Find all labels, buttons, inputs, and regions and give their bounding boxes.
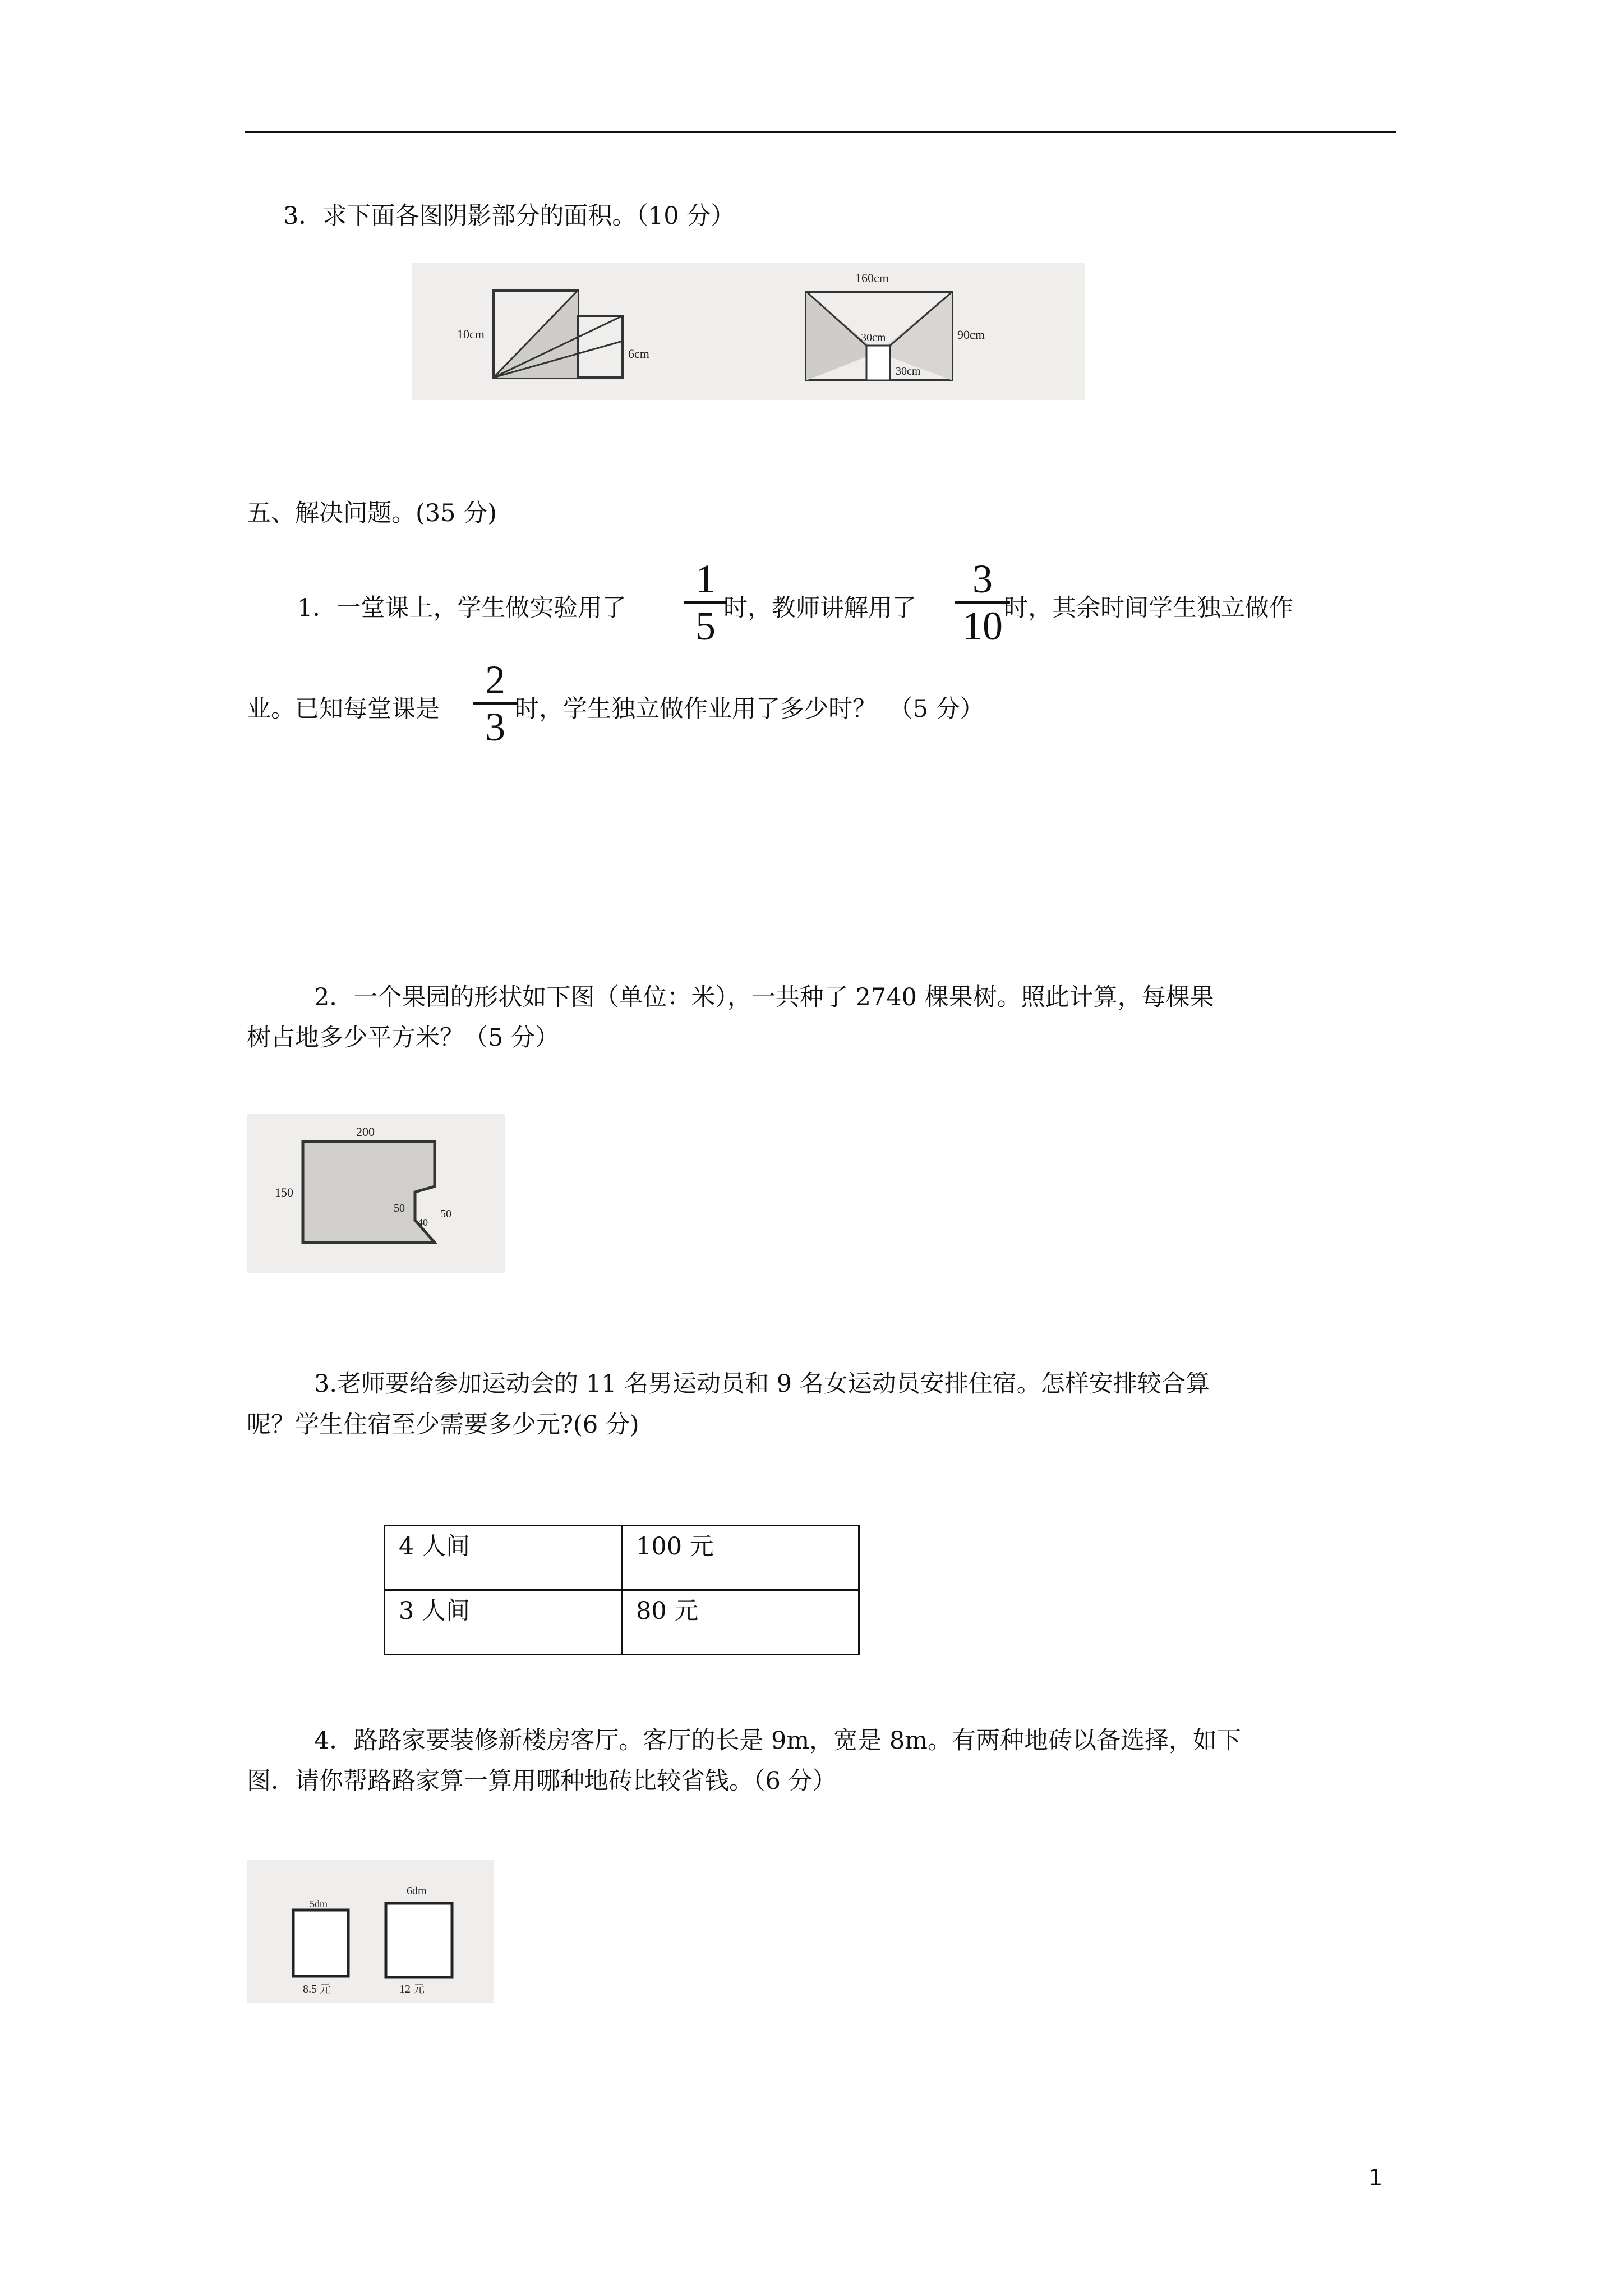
section-5-title: 五、解决问题。(35 分) <box>247 499 497 527</box>
tile-1-square <box>293 1910 348 1976</box>
orchard-left-label: 150 <box>275 1185 293 1199</box>
tile-2-price-label: 12 元 <box>399 1983 425 1995</box>
fig2-inner-square <box>866 346 890 380</box>
tile-1-price-label: 8.5 元 <box>303 1983 331 1995</box>
tile-1-size-label: 5dm <box>310 1898 328 1910</box>
room-price-cell: 80 元 <box>622 1590 859 1655</box>
room-price-table <box>384 1525 860 1655</box>
fig2-right-label: 90cm <box>957 328 985 342</box>
orchard-top-label: 200 <box>356 1125 375 1139</box>
fraction-numerator: 3 <box>972 556 993 601</box>
question-3-heading: 3．求下面各图阴影部分的面积。（10 分） <box>283 202 735 230</box>
p1-part-c: 时，其余时间学生独立做作 <box>1004 594 1293 622</box>
fig1-right-label: 6cm <box>628 347 649 361</box>
tile-2-size-label: 6dm <box>407 1885 427 1897</box>
page-number: 1 <box>1368 2165 1383 2191</box>
p2-line-2: 树占地多少平方米？（5 分） <box>247 1024 560 1052</box>
fig2-top-label: 160cm <box>855 271 889 285</box>
room-type-cell: 4 人间 <box>385 1526 622 1590</box>
orchard-diagram <box>247 1114 505 1273</box>
fig1-left-label: 10cm <box>457 327 485 341</box>
p1-part-a: 1．一堂课上，学生做实验用了 <box>297 594 626 622</box>
p3-line-1: 3.老师要给参加运动会的 11 名男运动员和 9 名女运动员安排住宿。怎样安排较合算 <box>314 1370 1210 1398</box>
tiles-diagram <box>247 1860 494 2003</box>
orchard-figure <box>247 1114 505 1273</box>
tiles-figure <box>247 1860 494 2003</box>
p1-part-b: 时，教师讲解用了 <box>723 594 916 622</box>
fraction-numerator: 2 <box>485 657 505 702</box>
orchard-notch-right-label: 50 <box>440 1208 451 1220</box>
p4-line-2: 图．请你帮路路家算一算用哪种地砖比较省钱。（6 分） <box>247 1767 837 1795</box>
room-price-cell: 100 元 <box>622 1526 859 1590</box>
fraction-denominator: 5 <box>695 604 716 648</box>
shaded-area-figures <box>412 263 1085 400</box>
p4-line-1: 4．路路家要装修新楼房客厅。客厅的长是 9m，宽是 8m。有两种地砖以备选择，如下 <box>314 1727 1241 1755</box>
orchard-shape <box>303 1142 435 1243</box>
orchard-notch-left-label: 50 <box>394 1202 405 1214</box>
orchard-notch-mid-label: 40 <box>418 1217 428 1228</box>
table-row <box>385 1526 859 1590</box>
fraction-2-3 <box>470 657 520 749</box>
p1-part-d: 业。已知每堂课是 <box>247 695 440 723</box>
p3-line-2: 呢？学生住宿至少需要多少元?(6 分) <box>247 1411 639 1439</box>
p2-line-1: 2．一个果园的形状如下图（单位：米），一共种了 2740 棵果树。照此计算，每棵果 <box>314 983 1214 1011</box>
room-type-cell: 3 人间 <box>385 1590 622 1655</box>
p1-part-e: 时，学生独立做作业用了多少时？ （5 分） <box>515 695 984 723</box>
fraction-denominator: 10 <box>962 604 1003 648</box>
tile-2-square <box>386 1903 452 1977</box>
fraction-numerator: 1 <box>695 556 716 601</box>
fig2-inner-label: 30cm <box>861 332 886 344</box>
shaded-area-diagram <box>412 263 1085 400</box>
table-row <box>385 1590 859 1655</box>
fraction-denominator: 3 <box>485 705 505 749</box>
header-rule <box>245 131 1396 133</box>
fig2-bottom-label: 30cm <box>896 365 921 378</box>
